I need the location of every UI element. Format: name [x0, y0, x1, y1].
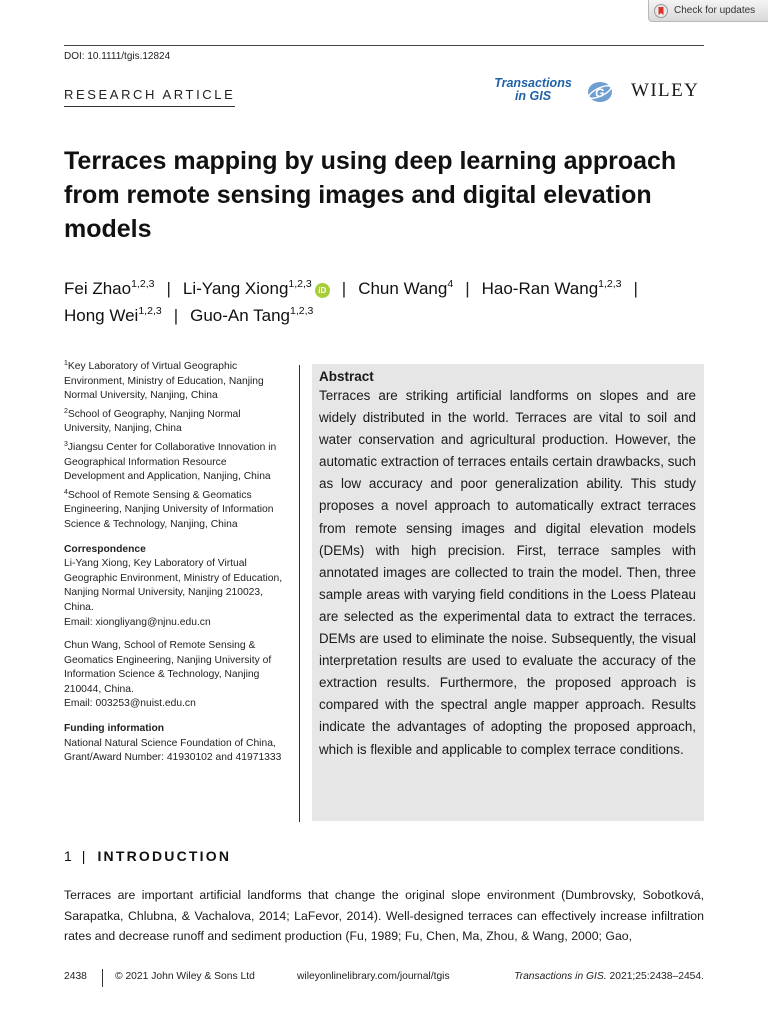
orcid-icon[interactable]: iD [315, 283, 330, 298]
author-name[interactable]: Fei Zhao$^{1,2,3}$ [64, 278, 155, 298]
author-name[interactable]: Hong Wei$^{1,2,3}$ [64, 305, 162, 325]
article-type: RESEARCH ARTICLE [64, 87, 235, 107]
header-rule [64, 45, 704, 46]
journal-name-line1: Transactions [494, 76, 572, 90]
page-footer [64, 971, 704, 987]
page-number: 2438 [64, 971, 87, 982]
abstract-body: Terraces are striking artificial landforms on slopes and are widely distributed in the world. Terraces are vital to soil and water conservation and agricultural production. However, the automatic extraction of terraces entails certain drawbacks, such as low accuracy and poor generalization ability. This study proposes a novel approach to automatically extract terraces from remote sensing images and digital elevation models (DEMs) with high precision. First, terrace samples with annotated images are collected to train the model. Then, three sample areas with varying field conditions in the Loess Plateau are selected as the experimental data to extract the terraces. DEMs are used to eliminate the noise. Subsequently, the visual interpretation results are used to evaluate the accuracy of the extraction results. Furthermore, the proposed approach is compared with the spectral angle mapper approach. Results indicate the advantages of adopting the proposed approach, which is flexible and applicable to complex terrace conditions. [319, 388, 696, 757]
correspondence-entry: Chun Wang, School of Remote Sensing & Geomatics Engineering, Nanjing University of Information Science & Technology, Nanjing 210044, China. Email: 003253@nuist.edu.cn [64, 639, 289, 712]
correspondence-email[interactable]: Email: xiongliyang@njnu.edu.cn [64, 616, 211, 628]
funding-heading: Funding information [64, 723, 165, 735]
author-name[interactable]: Li-Yang Xiong$^{1,2,3}$iD [183, 279, 330, 298]
section-heading [64, 848, 231, 864]
bookmark-update-icon [654, 4, 668, 18]
article-title: Terraces mapping by using deep learning approach from remote sensing images and digital elevation models [64, 147, 677, 243]
copyright: © 2021 John Wiley & Sons Ltd [115, 971, 255, 982]
check-for-updates-button[interactable] [648, 0, 768, 22]
correspondence-entry: Li-Yang Xiong, Key Laboratory of Virtual Geographic Environment, Ministry of Education, Nanjing Normal University, Nanjing 210023, China. Email: xiongliyang@njnu.edu.cn [64, 557, 289, 630]
journal-emblem-icon [586, 79, 614, 105]
column-divider [299, 365, 300, 822]
introduction-paragraph: Terraces are important artificial landforms that change the original slope environment (Dumbrovsky, Sobotková, Sarapatka, Chlubna, & Vachalova, 2014; LaFevor, 2014). Well-designed terraces can effectively increase infiltration rates and decrease runoff and sediment production (Fu, 1989; Fu, Chen, Ma, Zhou, & Wang, 2000; Gao, [64, 888, 704, 943]
footer-divider [102, 969, 103, 987]
affiliations-column [64, 360, 289, 766]
journal-name-line2: in GIS [514, 89, 552, 103]
author-list: Fei Zhao$^{1,2,3}$ | Li-Yang Xiong$^{1,2,3}$iD | Chun Wang$^4$ | Hao-Ran Wang$^{1,2,3}$ | Hong Wei$^{1,2,3}$ | Guo-An Tang$^{1,2,3}$ [64, 278, 638, 325]
affiliation: $^1$Key Laboratory of Virtual Geographic Environment, Ministry of Education, Nanjing Normal University, Nanjing, China [64, 360, 264, 402]
affiliation: $^2$School of Geography, Nanjing Normal University, Nanjing, China [64, 407, 241, 435]
journal-url[interactable]: wileyonlinelibrary.com/journal/tgis [297, 971, 450, 982]
section-number: 1 [64, 848, 72, 864]
abstract-heading: Abstract [319, 369, 374, 384]
author-name[interactable]: Hao-Ran Wang$^{1,2,3}$ [481, 278, 622, 298]
correspondence-email[interactable]: Email: 003253@nuist.edu.cn [64, 698, 196, 710]
correspondence-heading: Correspondence [64, 543, 146, 555]
journal-emblem-letter: G [595, 86, 605, 100]
funding-text: National Natural Science Foundation of China, Grant/Award Number: 41930102 and 41971333 [64, 737, 282, 764]
author-name[interactable]: Guo-An Tang$^{1,2,3}$ [190, 305, 314, 325]
affiliation: $^3$Jiangsu Center for Collaborative Innovation in Geographical Information Resource Development and Application, Nanjing, China [64, 440, 277, 483]
section-divider: | [81, 848, 86, 864]
citation: Transactions in GIS. 2021;25:2438–2454. [514, 971, 704, 982]
publisher-logo: WILEY [631, 80, 700, 101]
journal-logo [482, 77, 618, 107]
doi[interactable]: DOI: 10.1111/tgis.12824 [64, 51, 171, 62]
affiliation: $^4$School of Remote Sensing & Geomatics Engineering, Nanjing University of Information Science & Technology, Nanjing, China [64, 488, 274, 530]
author-name[interactable]: Chun Wang$^4$ [358, 278, 454, 298]
abstract-box [312, 364, 704, 821]
section-title: INTRODUCTION [97, 848, 232, 864]
check-for-updates-label: Check for updates [674, 5, 756, 16]
